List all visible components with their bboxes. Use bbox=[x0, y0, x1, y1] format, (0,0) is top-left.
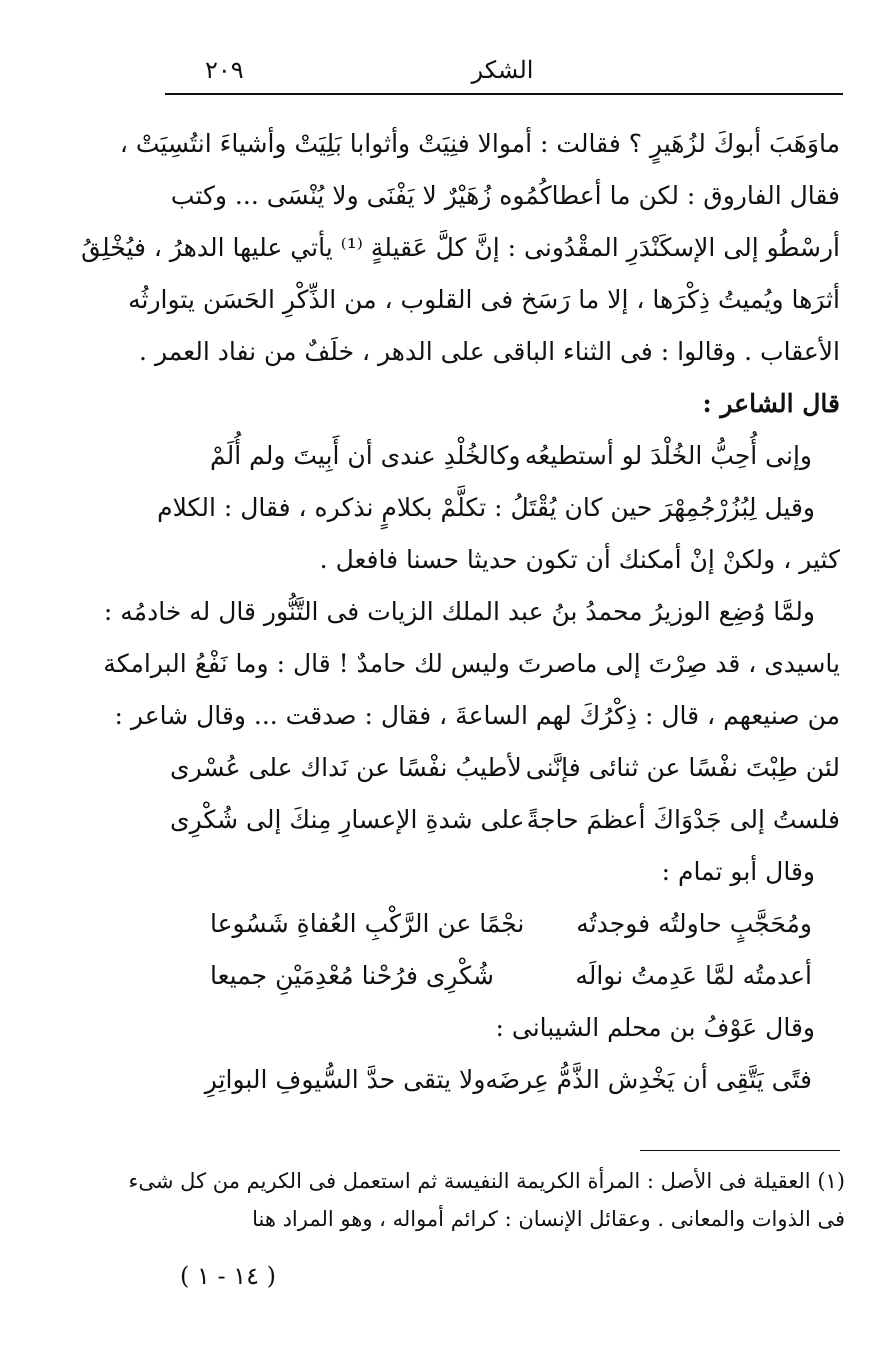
verse-hemistich: أعدمتُه لمَّا عَدِمتُ نوالَه bbox=[575, 961, 812, 990]
text-line: ماوَهَبَ أبوكَ لزُهَيرٍ ؟ فقالت : أموالا فنِيَتْ وأثوابا بَلِيَتْ وأشياءَ انتُسِيَتْ ، bbox=[119, 129, 840, 158]
verse-line bbox=[170, 430, 840, 482]
signature-mark: ( ١٤ - ١ ) bbox=[180, 1262, 277, 1290]
text-line: ياسيدى ، قد صِرْتَ إلى ماصرتَ وليس لك حامدٌ ! قال : وما نَفْعُ البرامكة bbox=[103, 649, 840, 678]
page-header bbox=[165, 52, 840, 88]
text-line: فقال الفاروق : لكن ما أعطاكُمُوه زُهَيْرٌ لا يَفْنَى ولا يُنْسَى ... وكتب bbox=[170, 181, 840, 210]
verse-line bbox=[170, 794, 840, 846]
verse-line bbox=[170, 950, 840, 1002]
page-number: ٢٠٩ bbox=[205, 56, 244, 84]
footnote-line: فى الذوات والمعانى . وعقائل الإنسان : كرائم أمواله ، وهو المراد هنا bbox=[252, 1207, 845, 1231]
footnote-line: (١) العقيلة فى الأصل : المرأة الكريمة النفيسة ثم استعمل فى الكريم من كل شىء bbox=[128, 1169, 845, 1193]
text-line: ولمَّا وُضِع الوزيرُ محمدُ بنُ عبد الملك الزيات فى التَّنُّور قال له خادمُه : bbox=[103, 597, 815, 626]
verse-hemistich: لأطيبُ نفْسًا عن نَداك على عُسْرى bbox=[170, 753, 522, 782]
verse-hemistich: ولا يتقى حدَّ السُّيوفِ البواتِرِ bbox=[204, 1065, 486, 1094]
text-line: كثير ، ولكنْ إنْ أمكنك أن تكون حديثا حسنا فافعل . bbox=[319, 545, 840, 574]
verse-line bbox=[170, 1054, 840, 1106]
verse-hemistich: وكالخُلْدِ عندى أن أَبِيتَ ولم أُلَمْ bbox=[210, 441, 521, 470]
footnote bbox=[128, 1162, 845, 1238]
verse-hemistich: لئن طِبْتَ نفْسًا عن ثنائى فإنَّنى bbox=[525, 753, 840, 782]
poet-intro: قال الشاعر : bbox=[702, 389, 840, 418]
running-title: الشكر bbox=[471, 56, 534, 84]
verse-hemistich: وإنى أُحِبُّ الخُلْدَ لو أستطيعُه bbox=[524, 441, 812, 470]
poet-intro: وقال عَوْفُ بن محلم الشيبانى : bbox=[495, 1013, 815, 1042]
verse-hemistich: فتًى يَتَّقِى أن يَخْدِش الذَّمُّ عِرضَه bbox=[485, 1065, 812, 1094]
verse-hemistich: فلستُ إلى جَدْوَاكَ أعظمَ حاجةً bbox=[526, 805, 840, 834]
footnote-rule bbox=[640, 1150, 840, 1151]
text-line: الأعقاب . وقالوا : فى الثناء الباقى على الدهر ، خلَفٌ من نفاد العمر . bbox=[139, 337, 840, 366]
verse-hemistich: على شدةِ الإعسارِ مِنكَ إلى شُكْرِى bbox=[170, 805, 525, 834]
verse-hemistich: نجْمًا عن الرَّكْبِ العُفاةِ شَسُوعا bbox=[210, 909, 525, 938]
verse-hemistich: ومُحَجَّبٍ حاولتُه فوجدتُه bbox=[576, 909, 812, 938]
verse-hemistich: شُكْرِى فرُحْنا مُعْدِمَيْنِ جميعا bbox=[210, 961, 494, 990]
text-line: أثرَها ويُميتُ ذِكْرَها ، إلا ما رَسَخ فى القلوب ، من الذِّكْرِ الحَسَن يتوارثُه bbox=[128, 285, 840, 314]
main-text bbox=[81, 118, 840, 1106]
verse-line bbox=[170, 898, 840, 950]
poet-intro: وقال أبو تمام : bbox=[661, 857, 815, 886]
verse-line bbox=[170, 742, 840, 794]
text-line: أرسْطُو إلى الإسكَنْدَرِ المقْدُونى : إنَّ كلَّ عَقيلةٍ ⁽¹⁾ يأتي عليها الدهرُ ، فيُخْلِقُ bbox=[81, 233, 840, 262]
header-rule bbox=[165, 93, 843, 95]
text-line: من صنيعهم ، قال : ذِكْرُكَ لهم الساعةَ ، فقال : صدقت ... وقال شاعر : bbox=[114, 701, 840, 730]
text-line: وقيل لِبُزُرْجُمِهْرَ حين كان يُقْتَلُ : تكلَّمْ بكلامٍ نذكره ، فقال : الكلام bbox=[157, 493, 815, 522]
